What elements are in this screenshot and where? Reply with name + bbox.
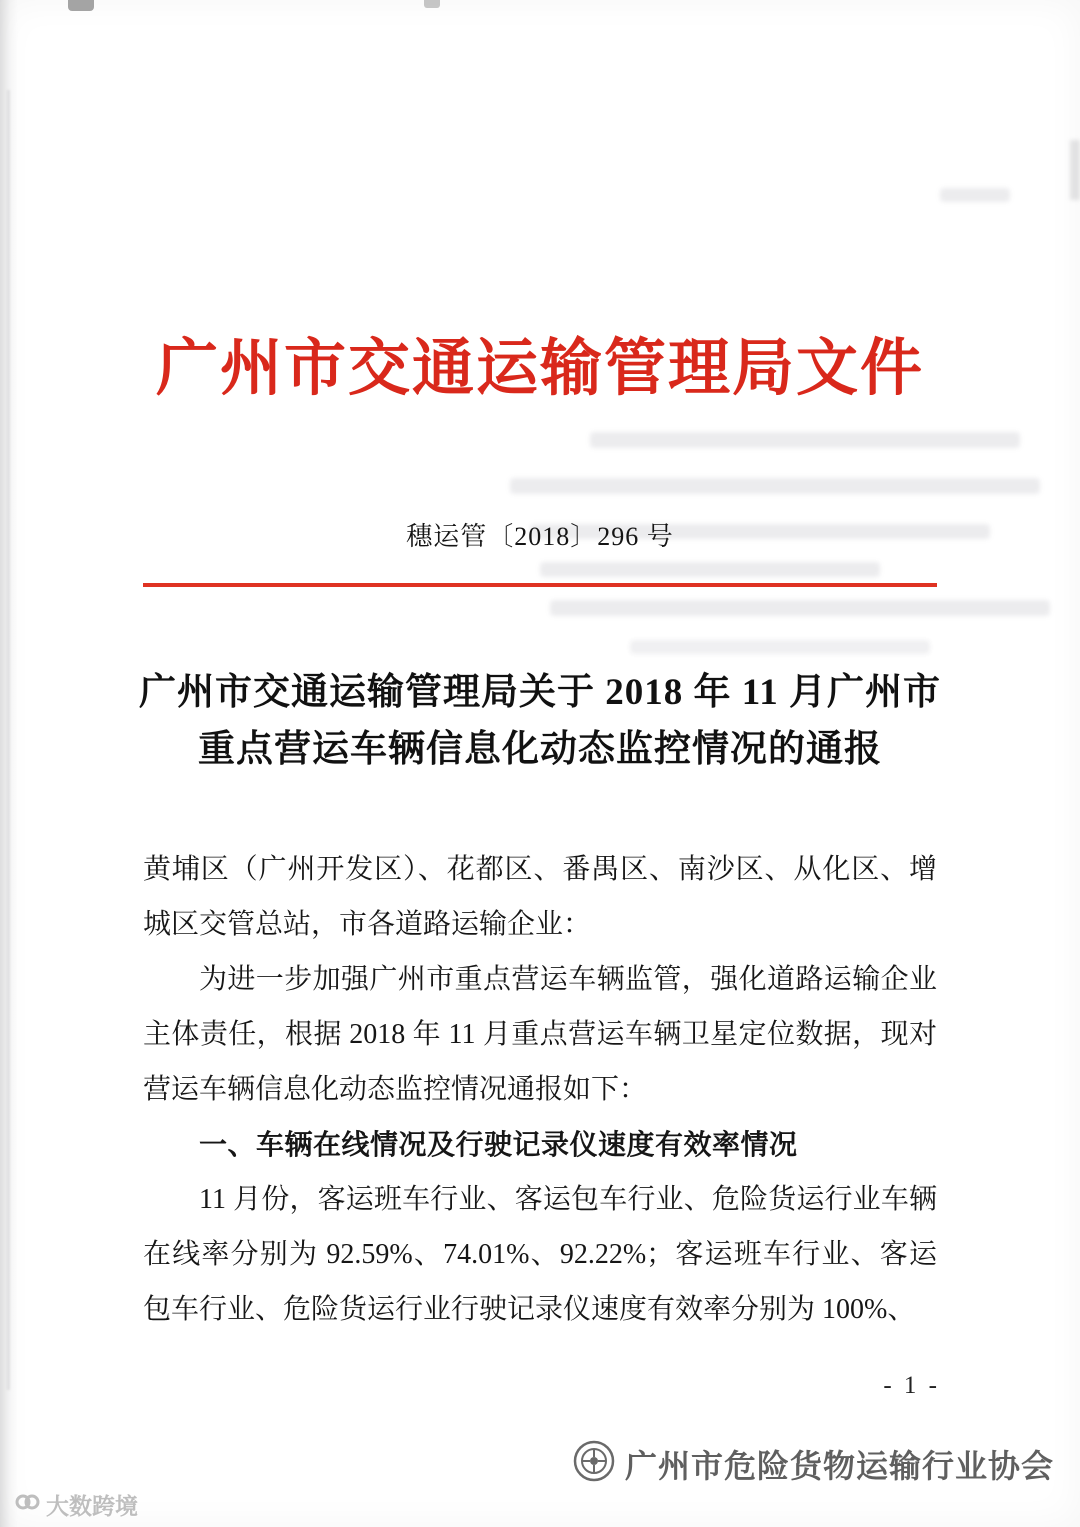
document-title-line1: 广州市交通运输管理局关于 2018 年 11 月广州市 bbox=[139, 672, 941, 713]
paragraph-statistics: 11 月份，客运班车行业、客运包车行业、危险货运行业车辆在线率分别为 92.59%、74.01%、92.22%；客运班车行业、客运包车行业、危险货运行业行驶记录仪速度有效率分别为 100%、 bbox=[143, 1184, 937, 1325]
red-divider-line bbox=[143, 583, 937, 587]
section-heading-1: 一、车辆在线情况及行驶记录仪速度有效率情况 bbox=[199, 1129, 798, 1160]
scan-artifact-right-edge bbox=[1070, 140, 1080, 200]
corner-watermark-text: 大数跨境 bbox=[46, 1493, 138, 1519]
page-number: - 1 - bbox=[883, 1372, 940, 1399]
document-header-title: 广州市交通运输管理局文件 bbox=[155, 335, 924, 403]
paragraph-intro: 为进一步加强广州市重点营运车辆监管，强化道路运输企业主体责任，根据 2018 年 11 月重点营运车辆卫星定位数据，现对营运车辆信息化动态监控情况通报如下： bbox=[143, 964, 937, 1105]
association-logo-icon bbox=[573, 1440, 615, 1487]
scan-artifact-bleedthrough bbox=[550, 600, 1050, 616]
document-title bbox=[90, 664, 990, 778]
scan-artifact-top-smudge bbox=[424, 0, 440, 8]
scan-artifact-bleedthrough bbox=[630, 640, 930, 654]
association-watermark-text: 广州市危险货物运输行业协会 bbox=[624, 1447, 1054, 1484]
dashu-logo-icon bbox=[14, 1489, 40, 1520]
scan-artifact-left-streak bbox=[7, 90, 10, 1390]
scan-artifact-left-edge bbox=[0, 0, 18, 1527]
paragraph-recipients: 黄埔区（广州开发区）、花都区、番禺区、南沙区、从化区、增城区交管总站，市各道路运输企业： bbox=[143, 854, 937, 940]
document-body bbox=[143, 842, 937, 1337]
scan-artifact-bleedthrough bbox=[510, 478, 1040, 494]
document-number: 穗运管〔2018〕296 号 bbox=[406, 522, 674, 551]
scan-artifact-bleedthrough bbox=[940, 188, 1010, 202]
scan-artifact-top-smudge bbox=[68, 0, 94, 11]
document-title-line2: 重点营运车辆信息化动态监控情况的通报 bbox=[198, 729, 882, 770]
scan-artifact-bleedthrough bbox=[590, 432, 1020, 448]
association-watermark bbox=[573, 1440, 1054, 1487]
scan-artifact-bleedthrough bbox=[540, 562, 880, 577]
corner-watermark bbox=[14, 1488, 138, 1521]
